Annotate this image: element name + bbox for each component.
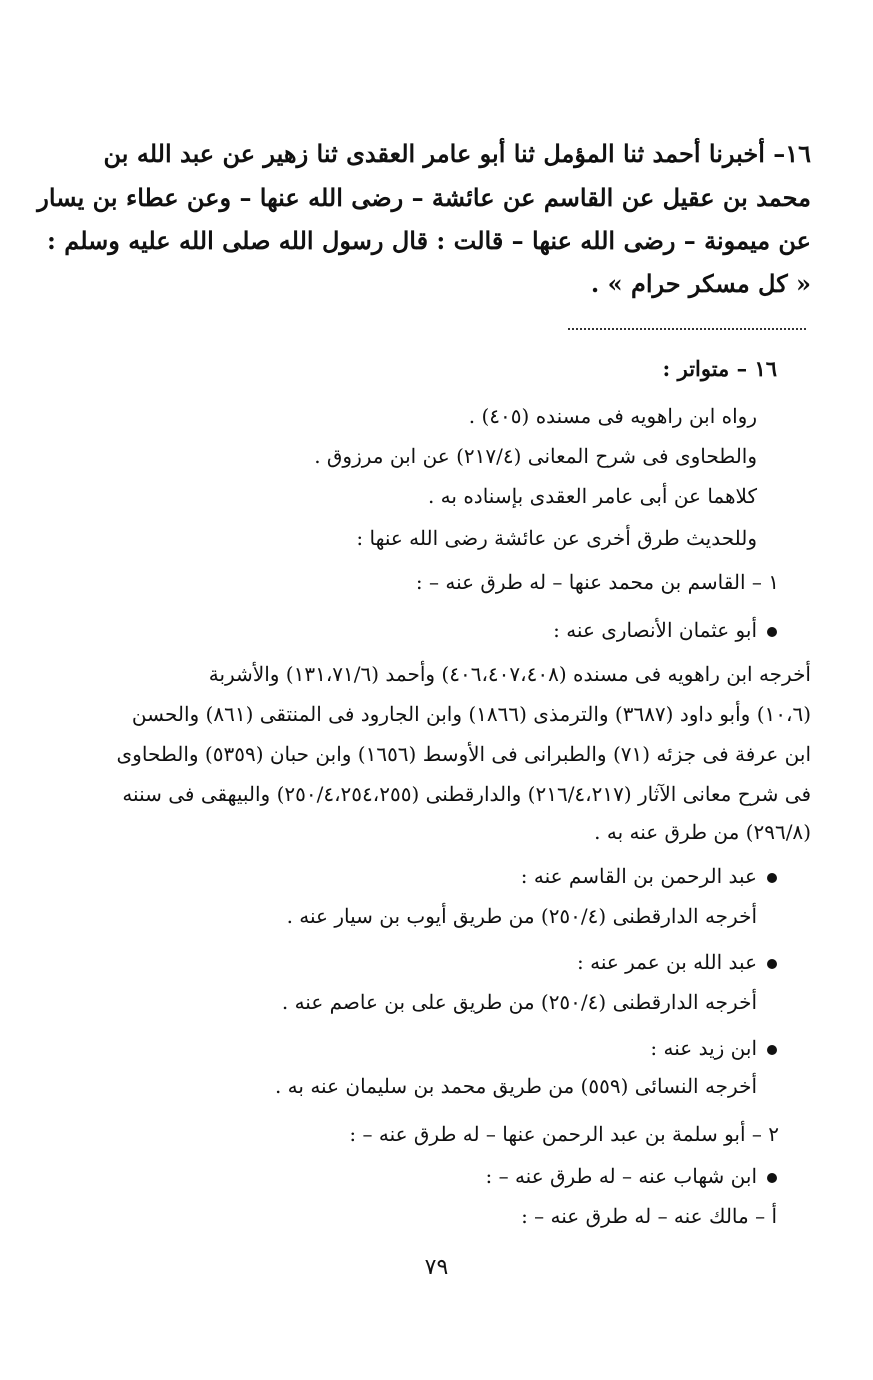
- bullet-icon: [767, 1045, 777, 1055]
- body-line-3: ابن عرفة فى جزئه (٧١) والطبرانى فى الأوسط (١٦٥٦) وابن حبان (٥٣٥٩) والطحاوى: [116, 742, 811, 766]
- page-number: ٧٩: [424, 1255, 449, 1280]
- bullet-title-3: عبد الله بن عمر عنه :: [577, 950, 757, 974]
- bullet-item-2: [521, 866, 777, 886]
- bullet-item-1: [553, 620, 777, 640]
- commentary-heading: ١٦ – متواتر :: [662, 356, 777, 381]
- body-line-5: (٢٩٦/٨) من طرق عنه به .: [594, 820, 811, 844]
- hadith-line-2: محمد بن عقيل عن القاسم عن عائشة – رضى الله عنها – وعن عطاء بن يسار: [37, 183, 811, 212]
- bullet-title-2: عبد الرحمن بن القاسم عنه :: [520, 864, 757, 888]
- bullet-item-5: [485, 1166, 777, 1186]
- bullet-icon: [767, 959, 777, 969]
- hadith-line-1: ١٦– أخبرنا أحمد ثنا المؤمل ثنا أبو عامر العقدى ثنا زهير عن عبد الله بن: [103, 139, 811, 168]
- bullet-detail-4: أخرجه النسائى (٥٥٩) من طريق محمد بن سليمان عنه به .: [274, 1074, 757, 1098]
- bullet-title-4: ابن زيد عنه :: [650, 1036, 757, 1060]
- body-line-1: أخرجه ابن راهويه فى مسنده (٤٠٦،٤٠٧،٤٠٨) وأحمد (١٣١،٧١/٦) والأشربة: [208, 662, 811, 686]
- intro-line-2: والطحاوى فى شرح المعانى (٢١٧/٤) عن ابن مرزوق .: [314, 444, 757, 468]
- bullet-item-3: [577, 952, 777, 972]
- intro-line-4: وللحديث طرق أخرى عن عائشة رضى الله عنها :: [356, 526, 757, 550]
- bullet-title-5: ابن شهاب عنه – له طرق عنه – :: [485, 1164, 757, 1188]
- bullet-item-4: [650, 1038, 777, 1058]
- bullet-icon: [767, 1173, 777, 1183]
- bullet-detail-2: أخرجه الدارقطنى (٢٥٠/٤) من طريق أيوب بن سيار عنه .: [286, 904, 757, 928]
- bullet-detail-3: أخرجه الدارقطنى (٢٥٠/٤) من طريق على بن عاصم عنه .: [281, 990, 757, 1014]
- body-line-2: (١٠،٦) وأبو داود (٣٦٨٧) والترمذى (١٨٦٦) وابن الجارود فى المنتقى (٨٦١) والحسن: [131, 702, 811, 726]
- hadith-line-4: « كل مسكر حرام » .: [590, 269, 811, 298]
- body-line-4: فى شرح معانى الآثار (٢١٦/٤،٢١٧) والدارقطنى (٢٥٠/٤،٢٥٤،٢٥٥) والبيهقى فى سننه: [122, 782, 811, 806]
- intro-line-3: كلاهما عن أبى عامر العقدى بإسناده به .: [427, 484, 757, 508]
- section-divider: [568, 328, 806, 330]
- route-1-title: ١ – القاسم بن محمد عنها – له طرق عنه – :: [415, 570, 779, 594]
- bullet-icon: [767, 873, 777, 883]
- route-2-title: ٢ – أبو سلمة بن عبد الرحمن عنها – له طرق عنه – :: [349, 1122, 779, 1146]
- bullet-title-1: أبو عثمان الأنصارى عنه :: [553, 618, 757, 642]
- bullet-icon: [767, 627, 777, 637]
- intro-line-1: رواه ابن راهويه فى مسنده (٤٠٥) .: [468, 404, 757, 428]
- sub-item-a: أ – مالك عنه – له طرق عنه – :: [521, 1204, 777, 1228]
- hadith-line-3: عن ميمونة – رضى الله عنها – قالت : قال رسول الله صلى الله عليه وسلم :: [47, 226, 811, 255]
